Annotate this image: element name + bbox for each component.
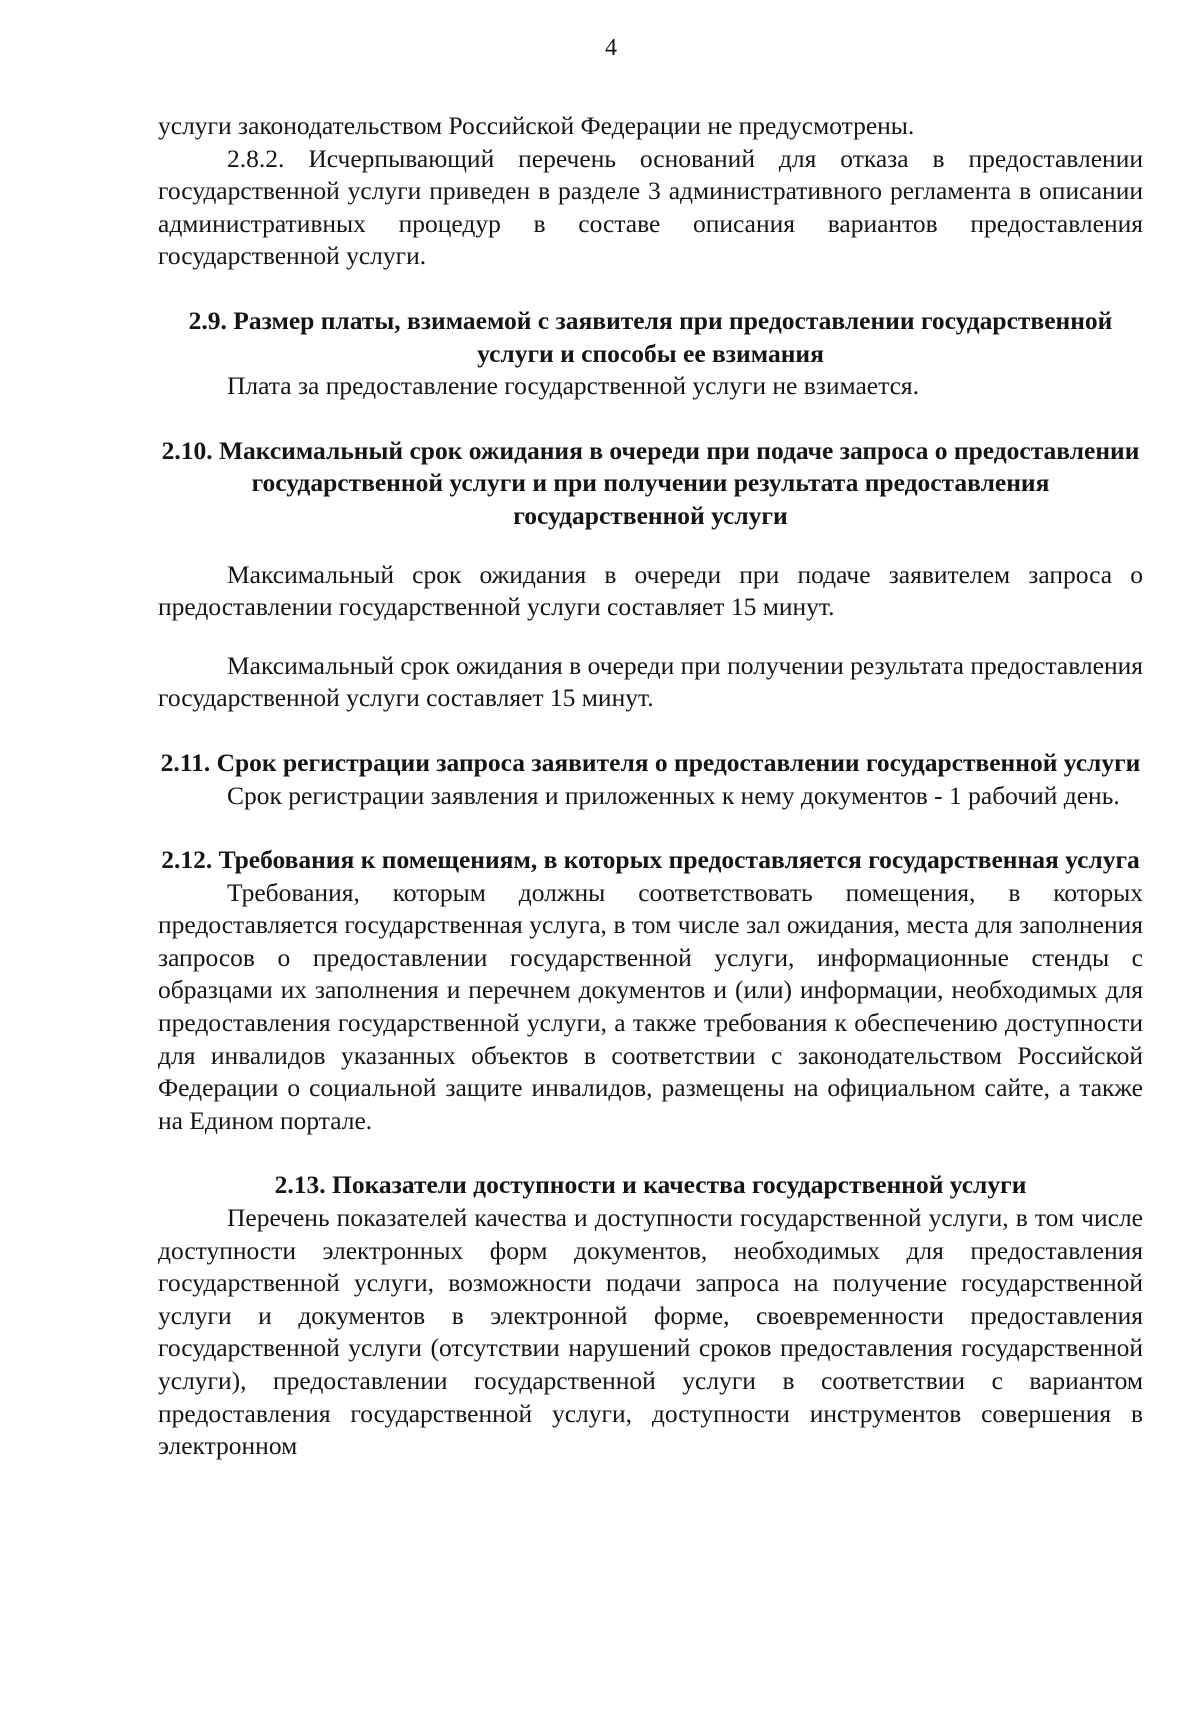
page-number: 4	[605, 35, 617, 61]
paragraph-premises-requirements: Требования, которым должны соответствовать помещения, в которых предоставляется государственная услуга, в том числе зал ожидания, места для заполнения запросов о предоставлении государственной услуги, информационные стенды с образцами их заполнения и перечнем документов и (или) информации, необходимых для предоставления государственной услуги, а также требования к обеспечению доступности для инвалидов указанных объектов в соответствии с законодательством Российской Федерации о социальной защите инвалидов, размещены на официальном сайте, а также на Едином портале.	[158, 877, 1143, 1135]
heading-2-11: 2.11. Срок регистрации запроса заявителя о предоставлении государственной услуги	[160, 747, 1141, 777]
heading-2-9: 2.9. Размер платы, взимаемой с заявителя при предоставлении государственной услуги и способы ее взимания	[188, 305, 1113, 368]
paragraph-registration-term: Срок регистрации заявления и приложенных к нему документов - 1 рабочий день.	[227, 780, 1120, 810]
heading-2-12: 2.12. Требования к помещениям, в которых предоставляется государственная услуга	[161, 845, 1140, 875]
paragraph-wait-result: Максимальный срок ожидания в очереди при получении результата предоставления государственной услуги составляет 15 минут.	[158, 650, 1143, 713]
paragraph-quality-indicators: Перечень показателей качества и доступности государственной услуги, в том числе доступности электронных форм документов, необходимых для предоставления государственной услуги, возможности подачи запроса на получение государственной услуги и документов в электронной форме, своевременности предоставления государственной услуги (отсутствии нарушений сроков предоставления государственной услуги), предоставлении государственной услуги в соответствии с вариантом предоставления государственной услуги, доступности инструментов совершения в электронном	[158, 1203, 1143, 1461]
paragraph-2-8-2: 2.8.2. Исчерпывающий перечень оснований для отказа в предоставлении государственной услуги приведен в разделе 3 административного регламента в описании административных процедур в составе описания вариантов предоставления государственной услуги.	[158, 143, 1143, 271]
heading-2-13: 2.13. Показатели доступности и качества государственной услуги	[274, 1170, 1027, 1200]
paragraph-continuation: услуги законодательством Российской Федерации не предусмотрены.	[158, 111, 915, 140]
document-body	[158, 110, 1143, 1463]
paragraph-fee: Плата за предоставление государственной услуги не взимается.	[227, 371, 919, 401]
paragraph-wait-request: Максимальный срок ожидания в очереди при подаче заявителем запроса о предоставлении государственной услуги составляет 15 минут.	[158, 559, 1143, 622]
heading-2-10: 2.10. Максимальный срок ожидания в очереди при подаче запроса о предоставлении государственной услуги и при получении результата предоставления государственной услуги	[161, 435, 1140, 530]
